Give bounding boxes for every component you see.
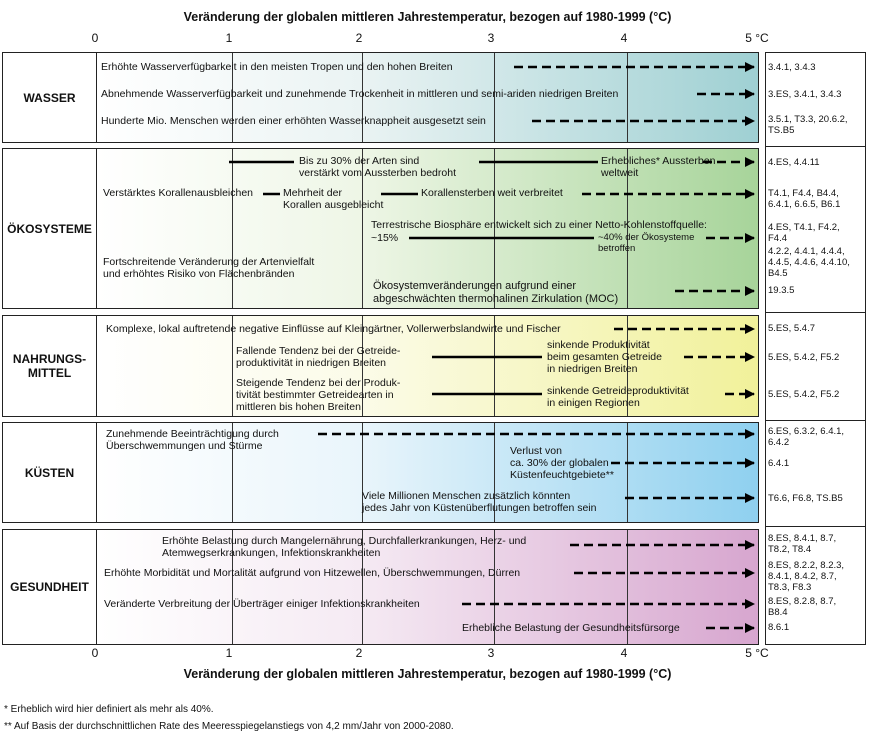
ref-food-3: 5.ES, 5.4.2, F5.2 <box>768 389 840 400</box>
eco-item-2-b: Mehrheit der Korallen ausgebleicht <box>283 187 384 211</box>
eco-item-1-a: Bis zu 30% der Arten sind verstärkt vom Aussterben bedroht <box>299 155 456 179</box>
ref-water-3: 3.5.1, T3.3, 20.6.2, TS.B5 <box>768 114 848 136</box>
bottom-tick-4: 4 <box>620 646 628 660</box>
top-axis-title: Veränderung der globalen mittleren Jahrestemperatur, bezogen auf 1980-1999 (°C) <box>183 10 672 24</box>
ref-divider-2 <box>765 312 866 313</box>
top-tick-4: 4 <box>620 31 628 45</box>
bottom-tick-0: 0 <box>91 646 99 660</box>
ref-eco-2: T4.1, F4.4, B4.4, 6.4.1, 6.6.5, B6.1 <box>768 188 841 210</box>
eco-item-1-b: Erhebliches* Aussterben weltweit <box>601 155 716 179</box>
top-tick-2: 2 <box>355 31 363 45</box>
eco-item-2-a: Verstärktes Korallenausbleichen <box>103 187 254 199</box>
ref-divider-1 <box>765 146 866 147</box>
eco-item-2-c: Korallensterben weit verbreitet <box>421 187 563 199</box>
eco-item-3-c: ~40% der Ökosysteme betroffen <box>598 232 695 254</box>
bottom-tick-5: 5 °C <box>745 646 769 660</box>
food-item-2-b: sinkende Produktivität beim gesamten Getreide in niedrigen Breiten <box>547 339 662 375</box>
bottom-tick-1: 1 <box>225 646 233 660</box>
food-item-2-a: Fallende Tendenz bei der Getreide- produktivität in niedrigen Breiten <box>236 345 401 369</box>
sector-coast-label: KÜSTEN <box>3 423 97 522</box>
ref-coast-2: 6.4.1 <box>768 458 790 469</box>
water-item-2: Abnehmende Wasserverfügbarkeit und zunehmende Trockenheit in mittleren und semi-ariden niedrigen Breiten <box>101 88 619 100</box>
water-item-1: Erhöhte Wasserverfügbarkeit in den meisten Tropen und den hohen Breiten <box>101 61 453 73</box>
ref-health-2: 8.ES, 8.2.2, 8.2.3, 8.4.1, 8.4.2, 8.7, T8.3, F8.3 <box>768 560 845 593</box>
top-tick-5: 5 °C <box>745 31 769 45</box>
bottom-tick-3: 3 <box>487 646 495 660</box>
coast-item-1: Zunehmende Beeinträchtigung durch Überschwemmungen und Stürme <box>106 428 279 452</box>
food-item-3-a: Steigende Tendenz bei der Produk- tivität bestimmter Getreidearten in mittleren bis hohen Breiten <box>236 377 401 413</box>
food-item-3-b: sinkende Getreideproduktivität in einigen Regionen <box>547 385 689 409</box>
bottom-tick-2: 2 <box>355 646 363 660</box>
ref-eco-4: 4.2.2, 4.4.1, 4.4.4, 4.4.5, 4.4.6, 4.4.10, B4.5 <box>768 246 850 279</box>
ref-food-1: 5.ES, 5.4.7 <box>768 323 816 334</box>
ref-health-3: 8.ES, 8.2.8, 8.7, B8.4 <box>768 596 837 618</box>
ref-eco-3: 4.ES, T4.1, F4.2, F4.4 <box>768 222 840 244</box>
ref-divider-4 <box>765 526 866 527</box>
health-item-2: Erhöhte Morbidität und Mortalität aufgrund von Hitzewellen, Überschwemmungen, Dürren <box>104 567 521 579</box>
coast-item-3: Viele Millionen Menschen zusätzlich könnten jedes Jahr von Küstenüberflutungen betroffen sein <box>362 490 597 514</box>
health-item-1: Erhöhte Belastung durch Mangelernährung, Durchfallerkrankungen, Herz- und Atemwegserkrankungen, Infektionskrankheiten <box>162 535 527 559</box>
eco-item-3-b: ~15% <box>371 232 399 244</box>
water-item-3: Hunderte Mio. Menschen werden einer erhöhten Wasserknappheit ausgesetzt sein <box>101 115 486 127</box>
ref-eco-5: 19.3.5 <box>768 285 795 296</box>
ref-food-2: 5.ES, 5.4.2, F5.2 <box>768 352 840 363</box>
sector-water-label: WASSER <box>3 53 97 142</box>
ref-health-1: 8.ES, 8.4.1, 8.7, T8.2, T8.4 <box>768 533 837 555</box>
top-tick-1: 1 <box>225 31 233 45</box>
top-tick-3: 3 <box>487 31 495 45</box>
ref-divider-3 <box>765 420 866 421</box>
sector-food-label: NAHRUNGS- MITTEL <box>3 316 97 416</box>
eco-item-3-a: Terrestrische Biosphäre entwickelt sich zu einer Netto-Kohlenstoffquelle: <box>371 219 707 231</box>
ref-coast-1: 6.ES, 6.3.2, 6.4.1, 6.4.2 <box>768 426 845 448</box>
bottom-axis-title: Veränderung der globalen mittleren Jahrestemperatur, bezogen auf 1980-1999 (°C) <box>183 667 672 681</box>
footnote-1: * Erheblich wird hier definiert als mehr als 40%. <box>4 704 214 715</box>
sector-eco-label: ÖKOSYSTEME <box>3 149 97 308</box>
health-item-3: Veränderte Verbreitung der Überträger einiger Infektionskrankheiten <box>104 598 420 610</box>
sector-health-label: GESUNDHEIT <box>3 530 97 644</box>
ref-eco-1: 4.ES, 4.4.11 <box>768 157 820 168</box>
eco-item-5: Ökosystemveränderungen aufgrund einer abgeschwächten thermohalinen Zirkulation (MOC) <box>373 280 619 305</box>
health-item-4: Erhebliche Belastung der Gesundheitsfürsorge <box>462 622 680 634</box>
ref-coast-3: T6.6, F6.8, TS.B5 <box>768 493 843 504</box>
ref-health-4: 8.6.1 <box>768 622 790 633</box>
ref-water-2: 3.ES, 3.4.1, 3.4.3 <box>768 89 842 100</box>
eco-item-4: Fortschreitende Veränderung der Artenvielfalt und erhöhtes Risiko von Flächenbränden <box>103 256 315 280</box>
food-item-1: Komplexe, lokal auftretende negative Einflüsse auf Kleingärtner, Vollerwerbslandwirte und Fischer <box>106 323 561 335</box>
top-tick-0: 0 <box>91 31 99 45</box>
ref-water-1: 3.4.1, 3.4.3 <box>768 62 816 73</box>
reference-panel <box>765 52 866 645</box>
footnote-2: ** Auf Basis der durchschnittlichen Rate des Meeresspiegelanstiegs von 4,2 mm/Jahr von 2000-2080. <box>4 721 454 732</box>
coast-item-2: Verlust von ca. 30% der globalen Küstenfeuchtgebiete** <box>510 445 614 481</box>
